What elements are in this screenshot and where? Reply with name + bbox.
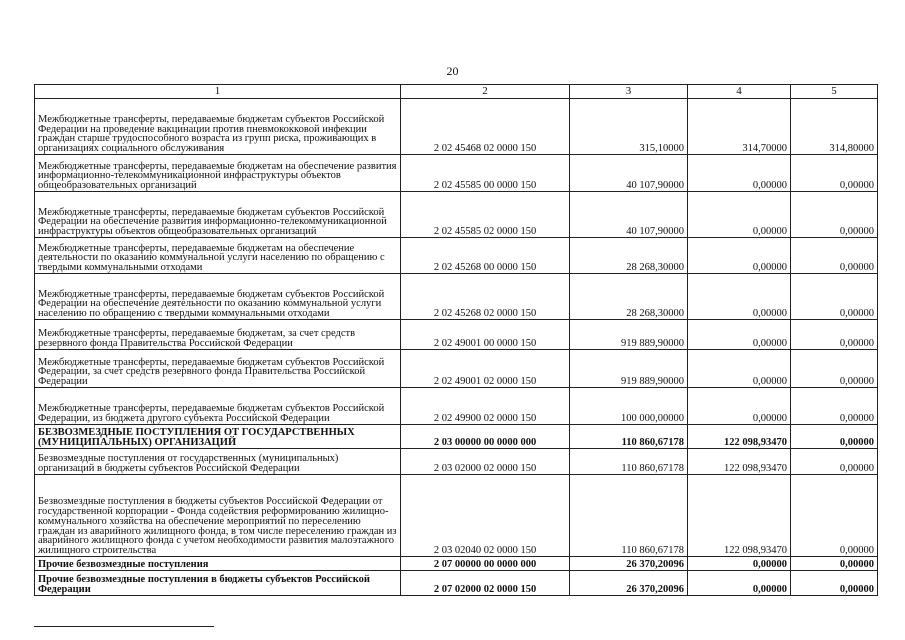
table-row	[35, 320, 878, 350]
column-header-3: 3	[570, 85, 688, 99]
budget-code-cell: 2 02 45585 02 0000 150	[401, 192, 570, 238]
budget-code-cell: 2 02 49001 00 0000 150	[401, 320, 570, 350]
value-col3-cell: 100 000,00000	[570, 388, 688, 425]
column-header-5: 5	[791, 85, 878, 99]
value-col3-cell: 315,10000	[570, 99, 688, 155]
value-col5-cell: 0,00000	[791, 425, 878, 449]
table-row	[35, 571, 878, 596]
table-row	[35, 557, 878, 571]
value-col5-cell: 0,00000	[791, 557, 878, 571]
row-name-cell: Межбюджетные трансферты, передаваемые бюджетам субъектов Российской Федерации на проведение вакцинации против пневмококковой инфекции граждан старше трудоспособного возраста из групп риска, проживающих в организациях социального обслуживания	[35, 99, 401, 155]
budget-code-cell: 2 02 45468 02 0000 150	[401, 99, 570, 155]
budget-code-cell: 2 02 49900 02 0000 150	[401, 388, 570, 425]
row-name-cell: Межбюджетные трансферты, передаваемые бюджетам, за счет средств резервного фонда Правительства Российской Федерации	[35, 320, 401, 350]
table-row	[35, 238, 878, 274]
table-row	[35, 449, 878, 475]
value-col3-cell: 110 860,67178	[570, 449, 688, 475]
value-col5-cell: 0,00000	[791, 449, 878, 475]
value-col4-cell: 0,00000	[688, 557, 791, 571]
budget-code-cell: 2 07 02000 02 0000 150	[401, 571, 570, 596]
row-name-cell: Безвозмездные поступления от государственных (муниципальных) организаций в бюджеты субъектов Российской Федерации	[35, 449, 401, 475]
budget-code-cell: 2 02 49001 02 0000 150	[401, 350, 570, 388]
column-header-4: 4	[688, 85, 791, 99]
value-col3-cell: 40 107,90000	[570, 155, 688, 192]
revenue-table	[34, 84, 878, 596]
value-col4-cell: 0,00000	[688, 192, 791, 238]
value-col4-cell: 0,00000	[688, 388, 791, 425]
budget-code-cell: 2 07 00000 00 0000 000	[401, 557, 570, 571]
row-name-cell: Безвозмездные поступления в бюджеты субъектов Российской Федерации от государственной корпорации - Фонда содействия реформированию жилищно-коммунального хозяйства на обеспечение мероприятий по переселению граждан из аварийного жилищного фонда, в том числе переселению граждан из аварийного жилищного фонда с учетом необходимости развития малоэтажного жилищного строительства	[35, 475, 401, 557]
value-col4-cell: 122 098,93470	[688, 425, 791, 449]
row-name-cell: БЕЗВОЗМЕЗДНЫЕ ПОСТУПЛЕНИЯ ОТ ГОСУДАРСТВЕННЫХ (МУНИЦИПАЛЬНЫХ) ОРГАНИЗАЦИЙ	[35, 425, 401, 449]
row-name-cell: Прочие безвозмездные поступления	[35, 557, 401, 571]
row-name-cell: Межбюджетные трансферты, передаваемые бюджетам субъектов Российской Федерации, из бюджета другого субъекта Российской Федерации	[35, 388, 401, 425]
table-row	[35, 425, 878, 449]
value-col4-cell: 0,00000	[688, 571, 791, 596]
table-row	[35, 475, 878, 557]
value-col4-cell: 0,00000	[688, 350, 791, 388]
value-col5-cell: 0,00000	[791, 192, 878, 238]
value-col3-cell: 919 889,90000	[570, 350, 688, 388]
table-row	[35, 350, 878, 388]
column-header-1: 1	[35, 85, 401, 99]
table-row	[35, 99, 878, 155]
column-header-2: 2	[401, 85, 570, 99]
value-col5-cell: 0,00000	[791, 155, 878, 192]
header-row	[35, 85, 878, 99]
value-col5-cell: 0,00000	[791, 238, 878, 274]
value-col4-cell: 0,00000	[688, 274, 791, 320]
value-col4-cell: 0,00000	[688, 320, 791, 350]
value-col5-cell: 314,80000	[791, 99, 878, 155]
row-name-cell: Межбюджетные трансферты, передаваемые бюджетам на обеспечение развития информационно-телекоммуникационной инфраструктуры объектов общеобразовательных организаций	[35, 155, 401, 192]
value-col4-cell: 0,00000	[688, 155, 791, 192]
table-row	[35, 155, 878, 192]
value-col4-cell: 314,70000	[688, 99, 791, 155]
row-name-cell: Межбюджетные трансферты, передаваемые бюджетам субъектов Российской Федерации на обеспечение развития информационно-телекоммуникационной инфраструктуры объектов общеобразовательных организаций	[35, 192, 401, 238]
row-name-cell: Прочие безвозмездные поступления в бюджеты субъектов Российской Федерации	[35, 571, 401, 596]
budget-code-cell: 2 02 45268 00 0000 150	[401, 238, 570, 274]
value-col3-cell: 26 370,20096	[570, 571, 688, 596]
value-col4-cell: 122 098,93470	[688, 475, 791, 557]
budget-code-cell: 2 02 45585 00 0000 150	[401, 155, 570, 192]
value-col4-cell: 122 098,93470	[688, 449, 791, 475]
value-col5-cell: 0,00000	[791, 320, 878, 350]
page-number: 20	[446, 64, 459, 78]
value-col5-cell: 0,00000	[791, 571, 878, 596]
value-col4-cell: 0,00000	[688, 238, 791, 274]
budget-code-cell: 2 03 02000 02 0000 150	[401, 449, 570, 475]
value-col5-cell: 0,00000	[791, 350, 878, 388]
footnote-divider	[34, 626, 214, 627]
value-col5-cell: 0,00000	[791, 388, 878, 425]
row-name-cell: Межбюджетные трансферты, передаваемые бюджетам субъектов Российской Федерации, за счет средств резервного фонда Правительства Российской Федерации	[35, 350, 401, 388]
value-col3-cell: 919 889,90000	[570, 320, 688, 350]
budget-code-cell: 2 02 45268 02 0000 150	[401, 274, 570, 320]
value-col5-cell: 0,00000	[791, 475, 878, 557]
row-name-cell: Межбюджетные трансферты, передаваемые бюджетам на обеспечение деятельности по оказанию коммунальной услуги населению по обращению с твердыми коммунальными отходами	[35, 238, 401, 274]
budget-code-cell: 2 03 02040 02 0000 150	[401, 475, 570, 557]
value-col5-cell: 0,00000	[791, 274, 878, 320]
value-col3-cell: 28 268,30000	[570, 274, 688, 320]
budget-code-cell: 2 03 00000 00 0000 000	[401, 425, 570, 449]
value-col3-cell: 26 370,20096	[570, 557, 688, 571]
value-col3-cell: 110 860,67178	[570, 475, 688, 557]
table-row	[35, 192, 878, 238]
value-col3-cell: 40 107,90000	[570, 192, 688, 238]
value-col3-cell: 110 860,67178	[570, 425, 688, 449]
value-col3-cell: 28 268,30000	[570, 238, 688, 274]
table-row	[35, 388, 878, 425]
table-row	[35, 274, 878, 320]
row-name-cell: Межбюджетные трансферты, передаваемые бюджетам субъектов Российской Федерации на обеспечение деятельности по оказанию коммунальной услуги населению по обращению с твердыми коммунальными отходами	[35, 274, 401, 320]
